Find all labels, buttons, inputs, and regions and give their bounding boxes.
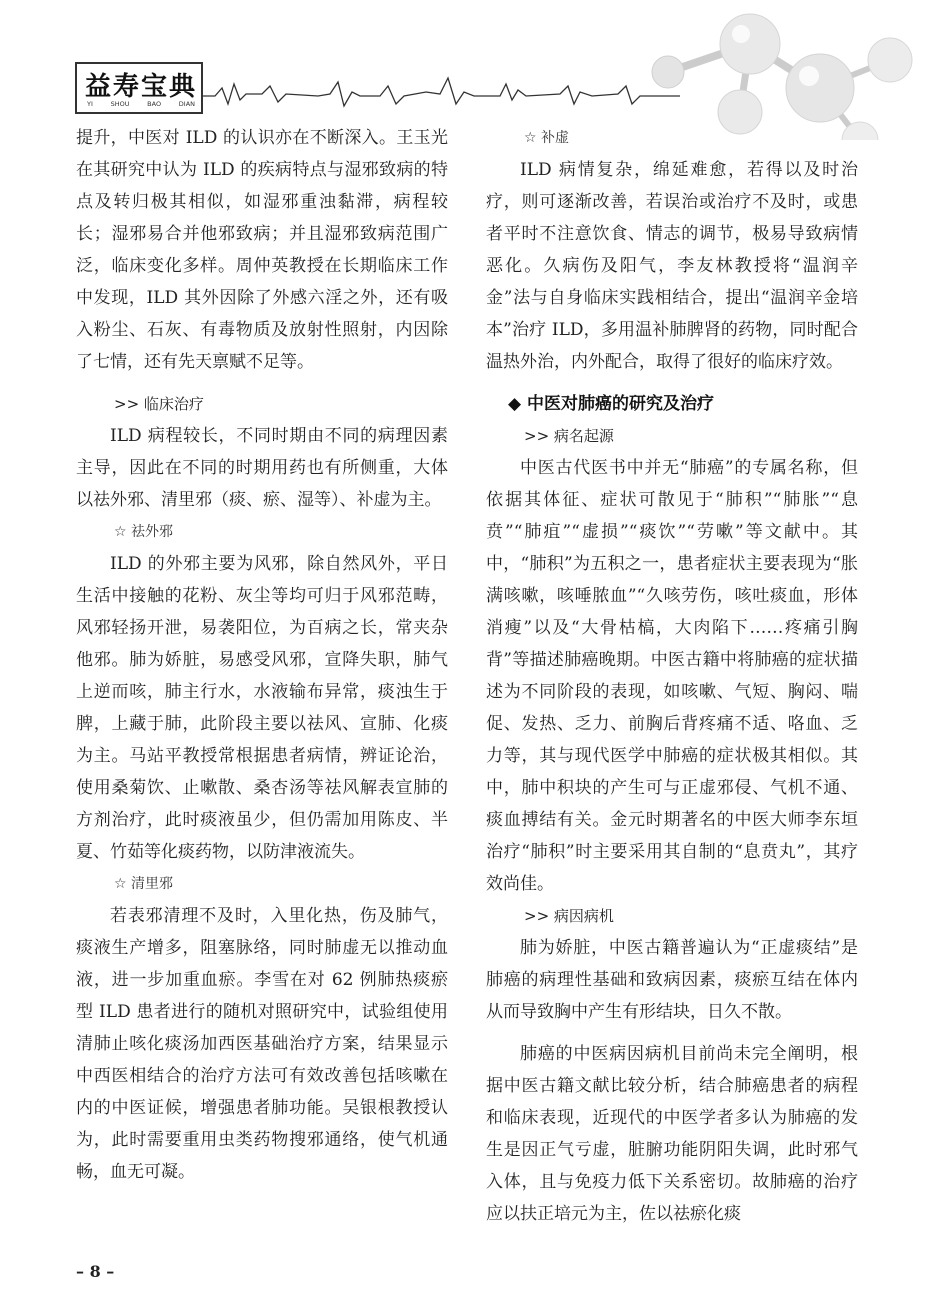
right-column bbox=[486, 122, 858, 1230]
page-number: – 8 – bbox=[76, 1262, 115, 1281]
subheading-clinical-treatment: >> 临床治疗 bbox=[114, 395, 204, 413]
brand-logo bbox=[75, 62, 203, 114]
paragraph: ILD 病程较长，不同时期由不同的病理因素主导，因此在不同的时期用药也有所侧重，大体以祛外邪、清里邪（痰、瘀、湿等）、补虚为主。 bbox=[76, 426, 448, 510]
pinyin-syllable: YI bbox=[87, 100, 93, 108]
paragraph: 肺为娇脏，中医古籍普遍认为“正虚痰结”是肺癌的病理性基础和致病因素，痰瘀互结在体内从而导致胸中产生有形结块，日久不散。 bbox=[486, 938, 858, 1022]
paragraph: 若表邪清理不及时，入里化热，伤及肺气，痰液生产增多，阻塞脉络，同时肺虚无以推动血液，进一步加重血瘀。李雪在对 62 例肺热痰瘀型 ILD 患者进行的随机对照研究中，试验组使用清肺止咳化痰汤加西医基础治疗方案，结果显示中西医相结合的治疗方法可有效改善包括咳嗽在内的中医证候，增强患者肺功能。吴银根教授认为，此时需要重用虫类药物搜邪通络，使气机通畅，血无可凝。 bbox=[76, 906, 448, 1182]
paragraph: 中医古代医书中并无“肺癌”的专属名称，但依据其体征、症状可散见于“肺积”“肺胀”“息贲”“肺疽”“虚损”“痰饮”“劳嗽”等文献中。其中，“肺积”为五积之一，患者症状主要表现为“胀满咳嗽，咳唾脓血”“久咳劳伤，咳吐痰血，形体消瘦”以及“大骨枯槁，大肉陷下……疼痛引胸背”等描述肺癌晚期。中医古籍中将肺癌的症状描述为不同阶段的表现，如咳嗽、气短、胸闷、喘促、发热、乏力、前胸后背疼痛不适、咯血、乏力等，其与现代医学中肺癌的症状极其相似。其中，肺中积块的产生可与正虚邪侵、气机不通、痰血搏结有关。金元时期著名的中医大师李东垣治疗“肺积”时主要采用其自制的“息贲丸”，其疗效尚佳。 bbox=[486, 458, 858, 894]
page-header bbox=[0, 0, 950, 140]
subheading-pathogenesis: >> 病因病机 bbox=[524, 907, 614, 925]
paragraph: ILD 的外邪主要为风邪，除自然风外，平日生活中接触的花粉、灰尘等均可归于风邪范畴，风邪轻扬开泄，易袭阳位，为百病之长，常夹杂他邪。肺为娇脏，易感受风邪，宣降失职，肺气上逆而咳，肺主行水，水液输布异常，痰浊生于脾，上藏于肺，此阶段主要以祛风、宣肺、化痰为主。马站平教授常根据患者病情，辨证论治，使用桑菊饮、止嗽散、桑杏汤等祛风解表宣肺的方剂治疗，此时痰液虽少，但仍需加用陈皮、半夏、竹茹等化痰药物，以防津液流失。 bbox=[76, 554, 448, 862]
brand-pinyin bbox=[87, 100, 195, 108]
pinyin-syllable: DIAN bbox=[178, 100, 195, 108]
subsection-dispel-external-pathogen: ☆ 祛外邪 bbox=[114, 524, 174, 540]
left-column bbox=[76, 122, 448, 1188]
section-title: ◆ 中医对肺癌的研究及治疗 bbox=[508, 394, 714, 414]
paragraph: ILD 病情复杂，绵延难愈，若得以及时治疗，则可逐渐改善，若误治或治疗不及时，或患者平时不注意饮食、情志的调节，极易导致病情恶化。久病伤及阳气，李友林教授将“温润辛金”法与自身临床实践相结合，提出“温润辛金培本”治疗 ILD，多用温补肺脾肾的药物，同时配合温热外治，内外配合，取得了很好的临床疗效。 bbox=[486, 160, 858, 372]
subsection-tonify-deficiency: ☆ 补虚 bbox=[524, 130, 570, 146]
subsection-clear-internal-pathogen: ☆ 清里邪 bbox=[114, 876, 174, 892]
brand-title: 益寿宝典 bbox=[85, 72, 198, 102]
paragraph: 肺癌的中医病因病机目前尚未完全阐明，根据中医古籍文献比较分析，结合肺癌患者的病程和临床表现，近现代的中医学者多认为肺癌的发生是因正气亏虚，脏腑功能阴阳失调，此时邪气入体，且与免疫力低下关系密切。故肺癌的治疗应以扶正培元为主，佐以祛瘀化痰 bbox=[486, 1044, 858, 1224]
header-squiggle-line bbox=[203, 78, 680, 106]
pinyin-syllable: SHOU bbox=[110, 100, 130, 108]
subheading-disease-origin: >> 病名起源 bbox=[524, 427, 614, 445]
paragraph: 提升，中医对 ILD 的认识亦在不断深入。王玉光在其研究中认为 ILD 的疾病特点与湿邪致病的特点及转归极其相似，如湿邪重浊黏滞，病程较长；湿邪易合并他邪致病；并且湿邪致病范围广泛，临床变化多样。周仲英教授在长期临床工作中发现，ILD 其外因除了外感六淫之外，还有吸入粉尘、石灰、有毒物质及放射性照射，内因除了七情，还有先天禀赋不足等。 bbox=[76, 128, 448, 372]
pinyin-syllable: BAO bbox=[147, 100, 162, 108]
